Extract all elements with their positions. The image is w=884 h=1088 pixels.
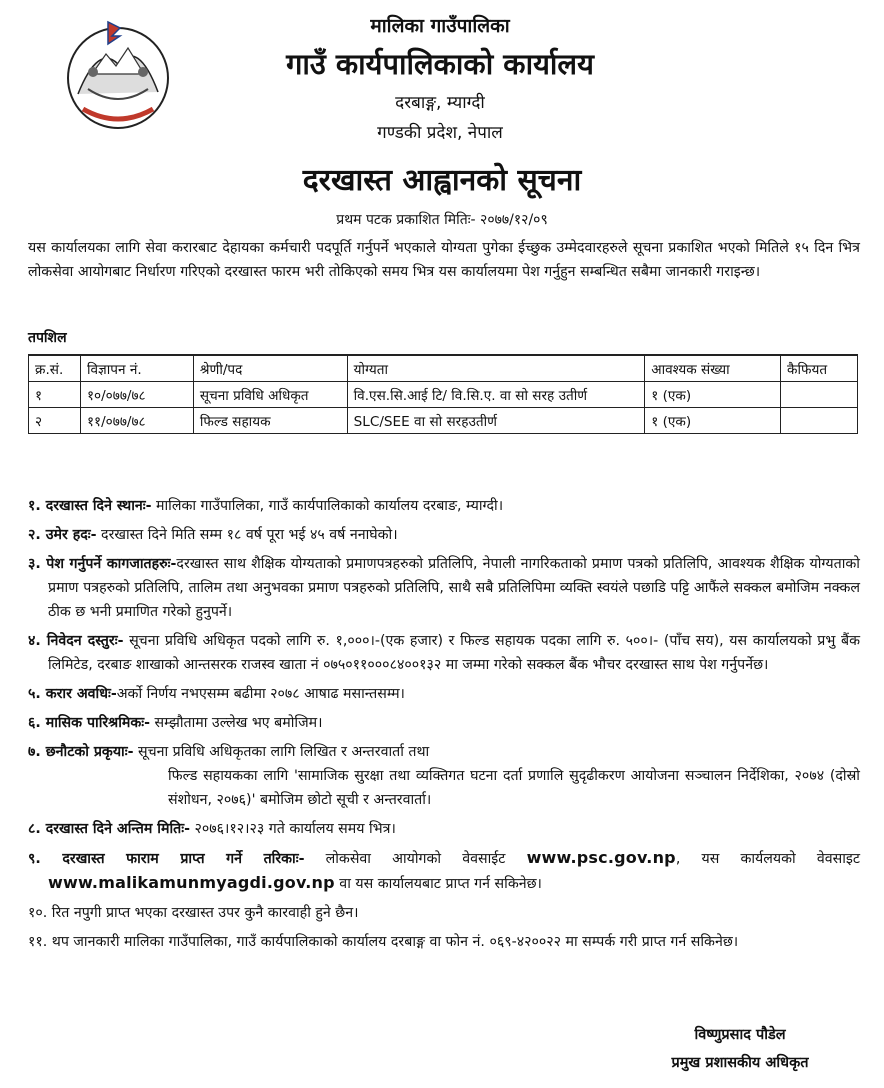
list-item: ६. मासिक पारिश्रमिकः- सम्झौतामा उल्लेख भए बमोजिम। — [28, 715, 323, 731]
cell-sn: १ — [29, 382, 81, 408]
table-row — [29, 408, 858, 434]
signatory-title: प्रमुख प्रशासकीय अधिकृत — [671, 1055, 809, 1071]
cell-sn: २ — [29, 408, 81, 434]
signatory-name: विष्णुप्रसाद पौडेल — [694, 1027, 786, 1043]
list-item: २. उमेर हदः- दरखास्त दिने मिति सम्म १८ वर्ष पूरा भई ४५ वर्ष ननाघेको। — [28, 527, 398, 543]
conditions-list — [28, 494, 860, 959]
list-item: ४. निवेदन दस्तुरः- सूचना प्रविधि अधिकृत पदको लागि रु. १,०००।-(एक हजार) र फिल्ड सहायक पदका लागि रु. ५००।- (पाँच सय), यस कार्यालयको प्रभु बैंक लिमिटेड, दरबाङ शाखाको आन्तसरक राजस्व खाता नं ०७५०११०००८४००१३२ मा जम्मा गरेको सक्कल बैंक भौचर दरखास्त साथ पेश गर्नुपर्नेछ। — [28, 633, 860, 673]
table-header-row — [29, 355, 858, 382]
office-address: दरबाङ्ग, म्याग्दी — [395, 93, 485, 113]
province-country: गण्डकी प्रदेश, नेपाल — [377, 123, 503, 143]
list-item: ११. थप जानकारी मालिका गाउँपालिका, गाउँ कार्यपालिकाको कार्यालय दरबाङ्ग वा फोन नं. ०६९-४२००२२ मा सम्पर्क गरी प्राप्त गर्न सकिनेछ। — [28, 934, 739, 950]
office-name: गाउँ कार्यपालिकाको कार्यालय — [286, 47, 594, 81]
psc-website-link[interactable]: www.psc.gov.np — [526, 848, 676, 867]
nepal-emblem-icon — [58, 14, 178, 134]
list-item: ७. छनौटको प्रकृयाः- सूचना प्रविधि अधिकृतका लागि लिखित र अन्तरवार्ता तथा फिल्ड सहायकका लागि 'सामाजिक सुरक्षा तथा व्यक्तिगत घटना दर्ता प्रणालि सुदृढीकरण आयोजना सञ्चालन निर्देशिका, २०७४ (दोस्रो संशोधन, २०७६)' बमोजिम छोटो सूची र अन्तरवार्ता। — [28, 740, 860, 812]
col-header-ad: विज्ञापन नं. — [80, 355, 193, 382]
list-item: १०. रित नपुगी प्राप्त भएका दरखास्त उपर कुनै कारवाही हुने छैन। — [28, 905, 359, 921]
list-item: ८. दरखास्त दिने अन्तिम मितिः- २०७६।१२।२३ गते कार्यालय समय भित्र। — [28, 821, 396, 837]
vacancy-table — [28, 354, 858, 434]
cell-count: १ (एक) — [645, 408, 781, 434]
list-item: ३. पेश गर्नुपर्ने कागजातहरुः-दरखास्त साथ शैक्षिक योग्यताको प्रमाणपत्रहरुको प्रतिलिपि, नेपाली नागरिकताको प्रमाण पत्रको प्रतिलिपि, आवश्यक शैक्षिक योग्यताको प्रमाण पत्रहरुको प्रतिलिपि, तालिम तथा अनुभवका प्रमाण पत्रहरुको प्रतिलिपि, साथै सबै प्रतिलिपिमा व्यक्ति स्वयंले पछाडि पट्टि आफैंले सक्कल बमोजिम नक्कल ठीक छ भनी प्रमाणित गरेको हुनुपर्ने। — [28, 556, 860, 620]
list-item: ९. दरखास्त फाराम प्राप्त गर्ने तरिकाः- लोकसेवा आयोगको वेवसाईट www.psc.gov.np, यस कार्यलयको वेवसाइट www.malikamunmyagdi.gov.np वा यस कार्यालयबाट प्राप्त गर्न सकिनेछ। — [28, 848, 860, 892]
cell-qualification: SLC/SEE वा सो सरहउतीर्ण — [347, 408, 645, 434]
cell-remarks — [781, 408, 858, 434]
cell-qualification: वि.एस.सि.आई टि/ वि.सि.ए. वा सो सरह उतीर्ण — [347, 382, 645, 408]
list-item: १. दरखास्त दिने स्थानः- मालिका गाउँपालिका, गाउँ कार्यपालिकाको कार्यालय दरबाङ, म्याग्दी। — [28, 498, 504, 514]
selection-detail: फिल्ड सहायकका लागि 'सामाजिक सुरक्षा तथा व्यक्तिगत घटना दर्ता प्रणालि सुदृढीकरण आयोजना सञ्चालन निर्देशिका, २०७४ (दोस्रो संशोधन, २०७६)' बमोजिम छोटो सूची र अन्तरवार्ता। — [168, 768, 860, 808]
cell-post: सूचना प्रविधि अधिकृत — [193, 382, 347, 408]
municipality-name: मालिका गाउँपालिका — [370, 15, 510, 37]
list-item: ५. करार अवधिः-अर्को निर्णय नभएसम्म बढीमा २०७८ आषाढ मसान्तसम्म। — [28, 686, 405, 702]
cell-post: फिल्ड सहायक — [193, 408, 347, 434]
publish-date: प्रथम पटक प्रकाशित मितिः- २०७७/१२/०९ — [336, 212, 548, 228]
cell-remarks — [781, 382, 858, 408]
col-header-sn: क्र.सं. — [29, 355, 81, 382]
table-row — [29, 382, 858, 408]
cell-count: १ (एक) — [645, 382, 781, 408]
col-header-qualification: योग्यता — [347, 355, 645, 382]
col-header-count: आवश्यक संख्या — [645, 355, 781, 382]
col-header-remarks: कैफियत — [781, 355, 858, 382]
municipality-website-link[interactable]: www.malikamunmyagdi.gov.np — [48, 873, 335, 892]
cell-ad: १०/०७७/७८ — [80, 382, 193, 408]
col-header-post: श्रेणी/पद — [193, 355, 347, 382]
notice-title: दरखास्त आह्वानको सूचना — [302, 163, 582, 198]
details-heading: तपशिल — [28, 330, 67, 346]
intro-paragraph: यस कार्यालयका लागि सेवा करारबाट देहायका कर्मचारी पदपूर्ति गर्नुपर्ने भएकाले योग्यता पुगेका ईच्छुक उम्मेदवारहरुले सूचना प्रकाशित भएको मितिले १५ दिन भित्र लोकसेवा आयोगबाट निर्धारण गरिएको दरखास्त फारम भरी तोकिएको समय भित्र यस कार्यालयमा पेश गर्नुहुन सम्बन्धित सबैमा जानकारी गराइन्छ। — [28, 240, 860, 280]
cell-ad: ११/०७७/७८ — [80, 408, 193, 434]
